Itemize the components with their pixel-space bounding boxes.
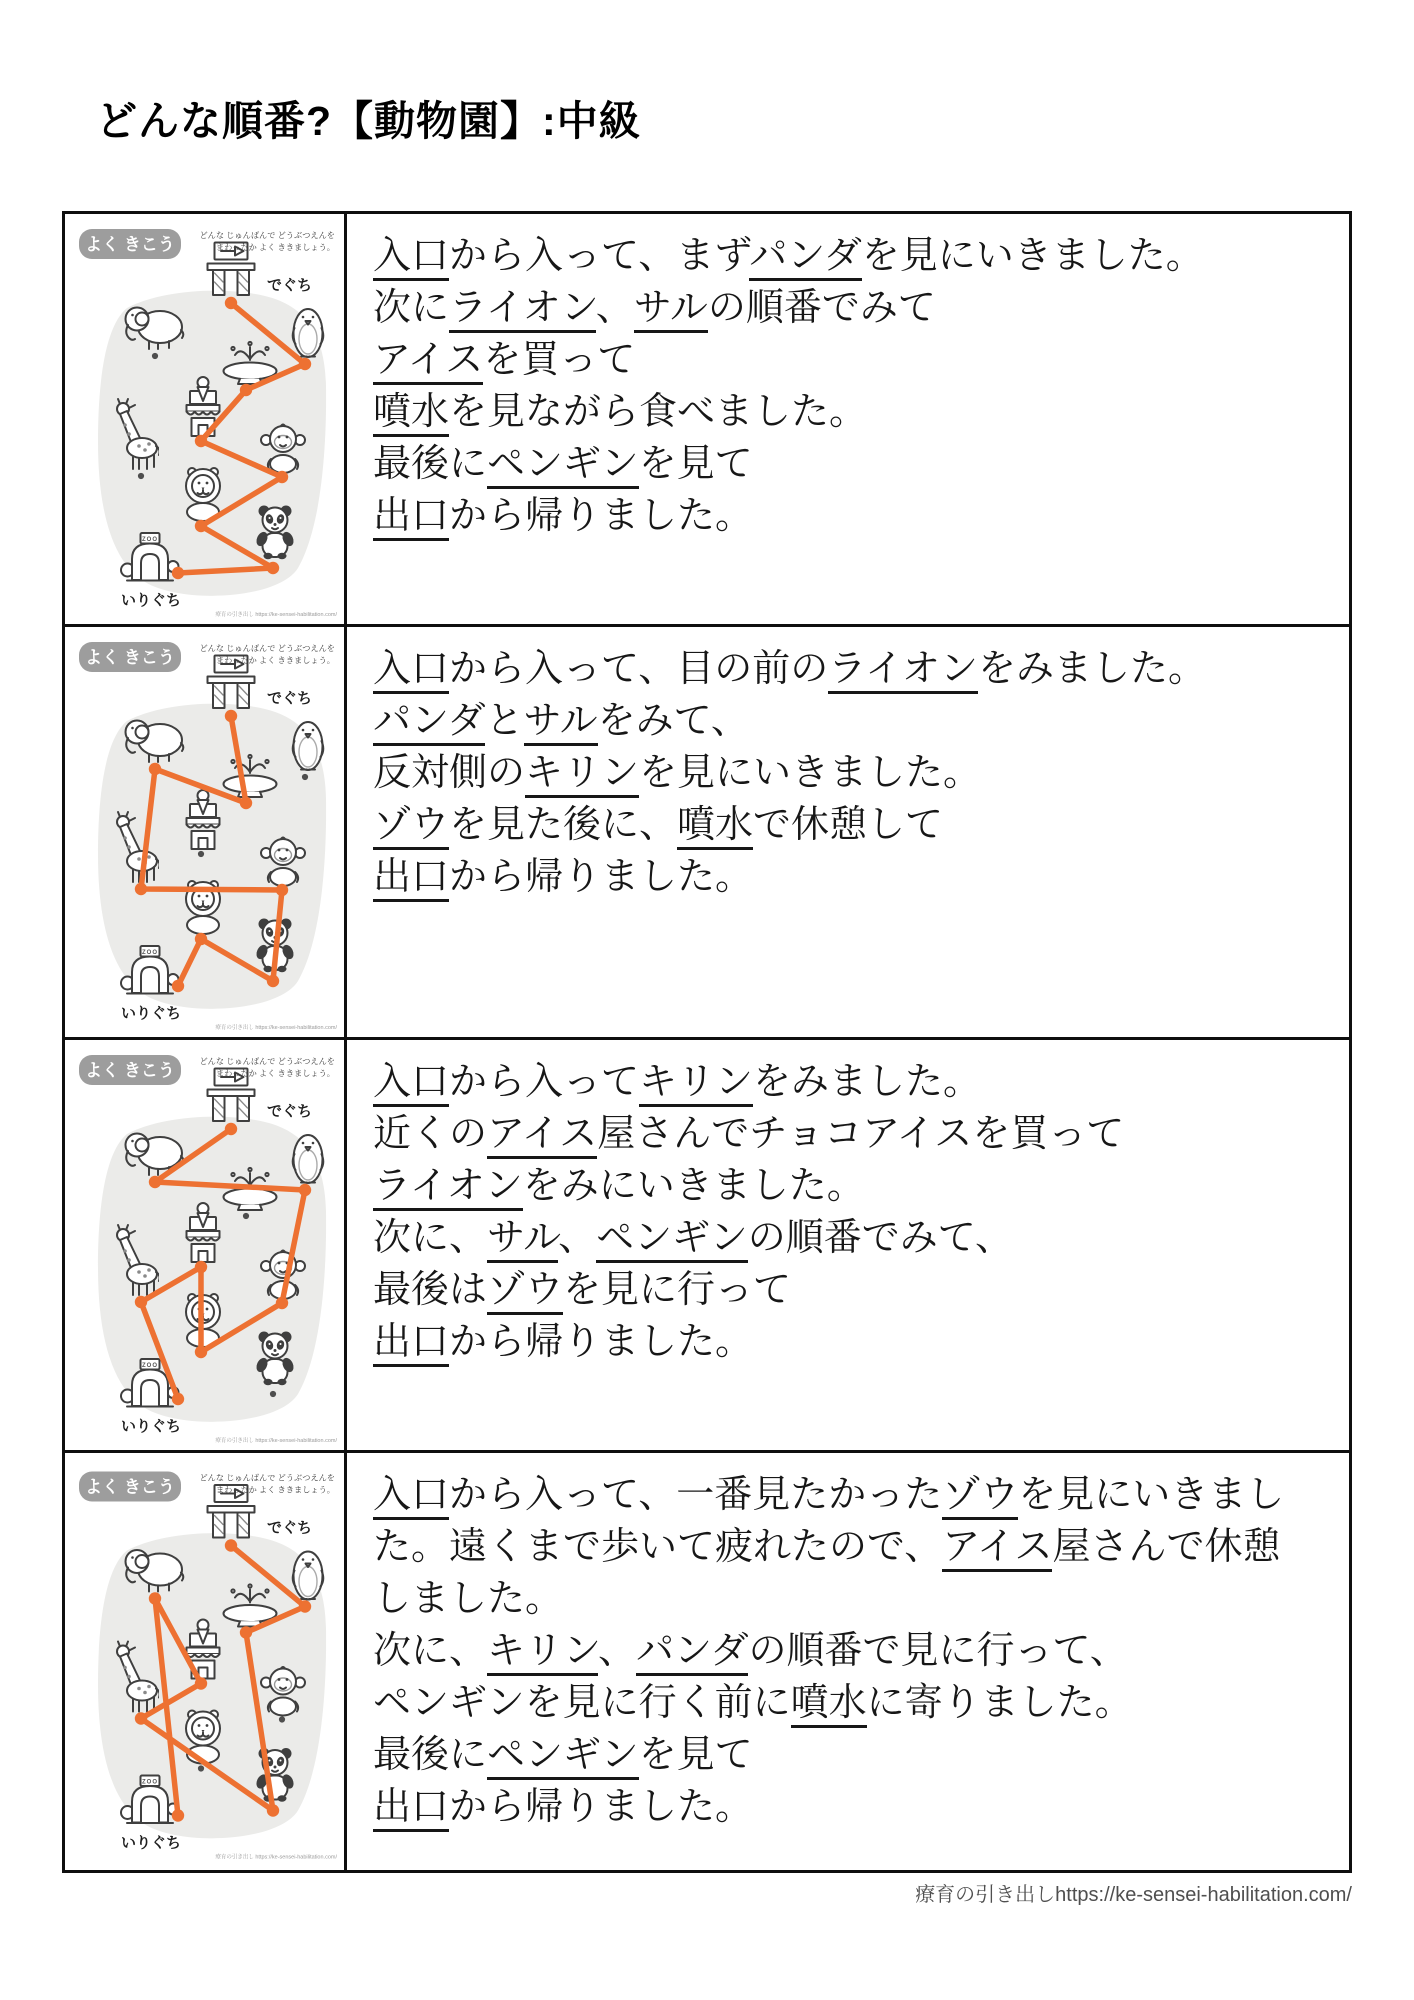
map-instruction: まわったか よく ききましょう。 bbox=[215, 1485, 335, 1495]
zoo-map-cell bbox=[65, 627, 347, 1037]
story-sentence bbox=[373, 490, 1311, 542]
keyword-underlined: 入口 bbox=[373, 235, 449, 281]
worksheet-row bbox=[65, 1040, 1349, 1453]
text-segment: 最後は bbox=[373, 1269, 488, 1311]
text-segment: の順番で見に行って、 bbox=[748, 1630, 1128, 1672]
route-dot bbox=[195, 1677, 207, 1689]
text-segment: に寄りました。 bbox=[866, 1682, 1133, 1724]
route-dot bbox=[149, 1176, 161, 1188]
keyword-underlined: 噴水 bbox=[791, 1682, 867, 1728]
worksheet-table bbox=[62, 211, 1352, 1873]
route-dot bbox=[149, 763, 161, 775]
text-segment: と bbox=[485, 700, 524, 742]
story-sentence bbox=[373, 799, 1311, 851]
zoo-sign-label: ZOO bbox=[142, 537, 158, 543]
route-dot bbox=[267, 1804, 279, 1816]
worksheet-row bbox=[65, 627, 1349, 1040]
keyword-underlined: ゾウ bbox=[942, 1474, 1018, 1520]
penguin-icon bbox=[293, 1135, 324, 1183]
keyword-underlined: サル bbox=[524, 700, 598, 746]
listen-badge-label: よく きこう bbox=[85, 1061, 175, 1080]
text-segment: ペンギンを見に行く前に bbox=[373, 1682, 791, 1724]
poi-dot bbox=[152, 353, 158, 359]
text-segment: 次に bbox=[373, 287, 450, 329]
text-segment: から帰りました。 bbox=[449, 1321, 754, 1363]
keyword-underlined: 出口 bbox=[373, 1321, 449, 1367]
map-instruction: どんな じゅんばんで どうぶつえんを bbox=[199, 231, 335, 240]
keyword-underlined: パンダ bbox=[636, 1630, 748, 1676]
poi-dot bbox=[243, 1213, 249, 1219]
route-dot bbox=[172, 1809, 184, 1821]
entrance-label: いりぐち bbox=[120, 592, 182, 609]
keyword-underlined: ライオン bbox=[373, 1165, 523, 1211]
text-segment: を買って bbox=[483, 339, 636, 381]
route-dot bbox=[299, 1184, 311, 1196]
worksheet-row bbox=[65, 1453, 1349, 1870]
story-sentence bbox=[373, 230, 1311, 282]
text-segment: を見に行って bbox=[563, 1269, 792, 1311]
story-sentence bbox=[373, 1108, 1311, 1160]
story-sentence bbox=[373, 282, 1311, 334]
route-dot bbox=[149, 1592, 161, 1604]
entrance-label: いりぐち bbox=[120, 1005, 182, 1022]
story-sentence bbox=[373, 1781, 1311, 1833]
text-segment: 近くの bbox=[373, 1113, 488, 1155]
poi-dot bbox=[302, 774, 308, 780]
text-segment: の順番でみて、 bbox=[747, 1217, 1013, 1259]
text-segment: を見て bbox=[638, 1734, 753, 1776]
story-sentence bbox=[373, 1160, 1311, 1212]
route-dot bbox=[172, 1393, 184, 1405]
keyword-underlined: 入口 bbox=[373, 648, 449, 694]
zoo-map-cell bbox=[65, 214, 347, 624]
route-dot bbox=[276, 471, 288, 483]
text-segment: をみました。 bbox=[978, 648, 1207, 690]
map-instruction: まわったか よく ききましょう。 bbox=[215, 243, 335, 252]
route-dot bbox=[195, 933, 207, 945]
text-segment: から入って bbox=[449, 1061, 640, 1103]
map-instruction: どんな じゅんばんで どうぶつえんを bbox=[199, 1473, 335, 1483]
keyword-underlined: 出口 bbox=[373, 856, 449, 902]
text-segment: から帰りました。 bbox=[449, 495, 754, 537]
story-sentence bbox=[373, 643, 1311, 695]
keyword-underlined: キリン bbox=[639, 1061, 753, 1107]
penguin-icon bbox=[293, 1552, 324, 1600]
poi-dot bbox=[198, 851, 204, 857]
route-dot bbox=[195, 435, 207, 447]
story-text bbox=[347, 627, 1349, 1037]
text-segment: をみにいきました。 bbox=[522, 1165, 865, 1207]
zoo-map bbox=[65, 1040, 347, 1450]
text-segment: を見にいきました。 bbox=[861, 235, 1204, 277]
story-sentence bbox=[373, 386, 1311, 438]
text-segment: 次に、 bbox=[373, 1630, 488, 1672]
map-credit: 療育の引き出し https://ke-sensei-habilitation.com/ bbox=[215, 1438, 337, 1444]
keyword-underlined: キリン bbox=[525, 752, 639, 798]
zoo-map bbox=[65, 214, 347, 624]
story-sentence bbox=[373, 851, 1311, 903]
keyword-underlined: 出口 bbox=[373, 1786, 449, 1832]
text-segment: 最後に bbox=[373, 443, 488, 485]
footer-credit: 療育の引き出しhttps://ke-sensei-habilitation.com/ bbox=[915, 1884, 1352, 1906]
story-sentence bbox=[373, 1469, 1311, 1625]
route-dot bbox=[195, 1261, 207, 1273]
map-instruction: どんな じゅんばんで どうぶつえんを bbox=[199, 644, 335, 653]
keyword-underlined: ペンギン bbox=[596, 1217, 748, 1263]
story-sentence bbox=[373, 1677, 1311, 1729]
zoo-sign-label: ZOO bbox=[142, 1363, 158, 1369]
text-segment: から帰りました。 bbox=[449, 1786, 754, 1828]
route-dot bbox=[195, 1346, 207, 1358]
listen-badge-label: よく きこう bbox=[85, 1477, 175, 1497]
keyword-underlined: パンダ bbox=[749, 235, 861, 281]
route-dot bbox=[299, 1600, 311, 1612]
keyword-underlined: ライオン bbox=[828, 648, 978, 694]
exit-label: でぐち bbox=[267, 690, 313, 707]
text-segment: をみて、 bbox=[597, 700, 749, 742]
keyword-underlined: 入口 bbox=[373, 1061, 449, 1107]
zoo-sign-label: ZOO bbox=[142, 950, 158, 956]
entrance-label: いりぐち bbox=[120, 1418, 182, 1435]
map-instruction: まわったか よく ききましょう。 bbox=[215, 656, 335, 665]
keyword-underlined: キリン bbox=[487, 1630, 598, 1676]
poi-dot bbox=[279, 1716, 285, 1722]
zoo-map bbox=[65, 1453, 347, 1870]
story-sentence bbox=[373, 334, 1311, 386]
keyword-underlined: アイス bbox=[487, 1113, 597, 1159]
keyword-underlined: ライオン bbox=[449, 287, 596, 333]
story-text bbox=[347, 214, 1349, 624]
route-dot bbox=[240, 384, 252, 396]
route-dot bbox=[135, 1712, 147, 1724]
text-segment: の順番でみて bbox=[707, 287, 936, 329]
text-segment: 反対側の bbox=[373, 752, 526, 794]
zoo-map-cell bbox=[65, 1453, 347, 1870]
route-dot bbox=[225, 297, 237, 309]
text-segment: をみました。 bbox=[753, 1061, 982, 1103]
exit-label: でぐち bbox=[267, 1103, 313, 1120]
poi-dot bbox=[198, 1765, 204, 1771]
text-segment: を見た後に、 bbox=[449, 804, 678, 846]
text-segment: を見にいきました。遠くまで歩いて疲れたので、 bbox=[373, 1474, 1285, 1568]
keyword-underlined: 入口 bbox=[373, 1474, 449, 1520]
listen-badge-label: よく きこう bbox=[85, 235, 175, 254]
route-dot bbox=[195, 520, 207, 532]
route-dot bbox=[267, 975, 279, 987]
text-segment: で休憩して bbox=[753, 804, 944, 846]
map-instruction: まわったか よく ききましょう。 bbox=[215, 1069, 335, 1078]
keyword-underlined: ゾウ bbox=[373, 804, 449, 850]
keyword-underlined: パンダ bbox=[373, 700, 485, 746]
zoo-sign-label: ZOO bbox=[142, 1779, 158, 1786]
keyword-underlined: ゾウ bbox=[487, 1269, 563, 1315]
text-segment: 、 bbox=[595, 287, 634, 329]
route-dot bbox=[225, 1123, 237, 1135]
text-segment: 、 bbox=[597, 1630, 636, 1672]
exit-label: でぐち bbox=[267, 277, 313, 294]
text-segment: 屋さんで休憩しました。 bbox=[373, 1526, 1281, 1620]
page-title: どんな順番?【動物園】:中級 bbox=[96, 98, 641, 144]
route-dot bbox=[276, 1297, 288, 1309]
text-segment: を見て bbox=[638, 443, 753, 485]
route-dot bbox=[240, 1626, 252, 1638]
text-segment: を見ながら食べました。 bbox=[449, 391, 868, 433]
story-text bbox=[347, 1453, 1349, 1870]
text-segment: から帰りました。 bbox=[449, 856, 754, 898]
text-segment: 、 bbox=[558, 1217, 597, 1259]
text-segment: 次に、 bbox=[373, 1217, 488, 1259]
text-segment: から入って、目の前の bbox=[449, 648, 829, 690]
keyword-underlined: 噴水 bbox=[677, 804, 753, 850]
keyword-underlined: サル bbox=[634, 287, 708, 333]
entrance-label: いりぐち bbox=[120, 1834, 182, 1852]
story-sentence bbox=[373, 1212, 1311, 1264]
story-sentence bbox=[373, 438, 1311, 490]
text-segment: を見にいきました。 bbox=[639, 752, 982, 794]
zoo-map bbox=[65, 627, 347, 1037]
story-sentence bbox=[373, 695, 1311, 747]
route-dot bbox=[299, 358, 311, 370]
text-segment: から入って、まず bbox=[449, 235, 750, 277]
keyword-underlined: ペンギン bbox=[487, 1734, 639, 1780]
map-credit: 療育の引き出し https://ke-sensei-habilitation.com/ bbox=[215, 1025, 337, 1031]
route-dot bbox=[276, 884, 288, 896]
worksheet-row bbox=[65, 214, 1349, 627]
story-sentence bbox=[373, 1264, 1311, 1316]
route-dot bbox=[225, 710, 237, 722]
exit-label: でぐち bbox=[267, 1519, 313, 1537]
route-dot bbox=[172, 567, 184, 579]
listen-badge-label: よく きこう bbox=[85, 648, 175, 667]
story-sentence bbox=[373, 747, 1311, 799]
zoo-map-cell bbox=[65, 1040, 347, 1450]
route-dot bbox=[172, 980, 184, 992]
map-credit: 療育の引き出し https://ke-sensei-habilitation.com/ bbox=[215, 612, 337, 618]
route-dot bbox=[267, 562, 279, 574]
poi-dot bbox=[270, 1391, 276, 1397]
keyword-underlined: ペンギン bbox=[487, 443, 639, 489]
route-dot bbox=[225, 1539, 237, 1551]
story-text bbox=[347, 1040, 1349, 1450]
route-dot bbox=[135, 883, 147, 895]
keyword-underlined: アイス bbox=[942, 1526, 1052, 1572]
map-credit: 療育の引き出し https://ke-sensei-habilitation.com/ bbox=[215, 1854, 337, 1861]
route-dot bbox=[135, 1296, 147, 1308]
keyword-underlined: 噴水 bbox=[373, 391, 449, 437]
route-dot bbox=[240, 797, 252, 809]
keyword-underlined: 出口 bbox=[373, 495, 449, 541]
poi-dot bbox=[138, 473, 144, 479]
penguin-icon bbox=[293, 309, 324, 357]
story-sentence bbox=[373, 1056, 1311, 1108]
lion-icon bbox=[186, 468, 220, 521]
keyword-underlined: サル bbox=[487, 1217, 558, 1263]
map-instruction: どんな じゅんばんで どうぶつえんを bbox=[199, 1057, 335, 1066]
story-sentence bbox=[373, 1625, 1311, 1677]
text-segment: 屋さんでチョコアイスを買って bbox=[597, 1113, 1125, 1155]
penguin-icon bbox=[293, 722, 324, 770]
story-sentence bbox=[373, 1316, 1311, 1368]
text-segment: から入って、一番見たかった bbox=[449, 1474, 943, 1516]
text-segment: 最後に bbox=[373, 1734, 488, 1776]
story-sentence bbox=[373, 1729, 1311, 1781]
keyword-underlined: アイス bbox=[373, 339, 483, 385]
